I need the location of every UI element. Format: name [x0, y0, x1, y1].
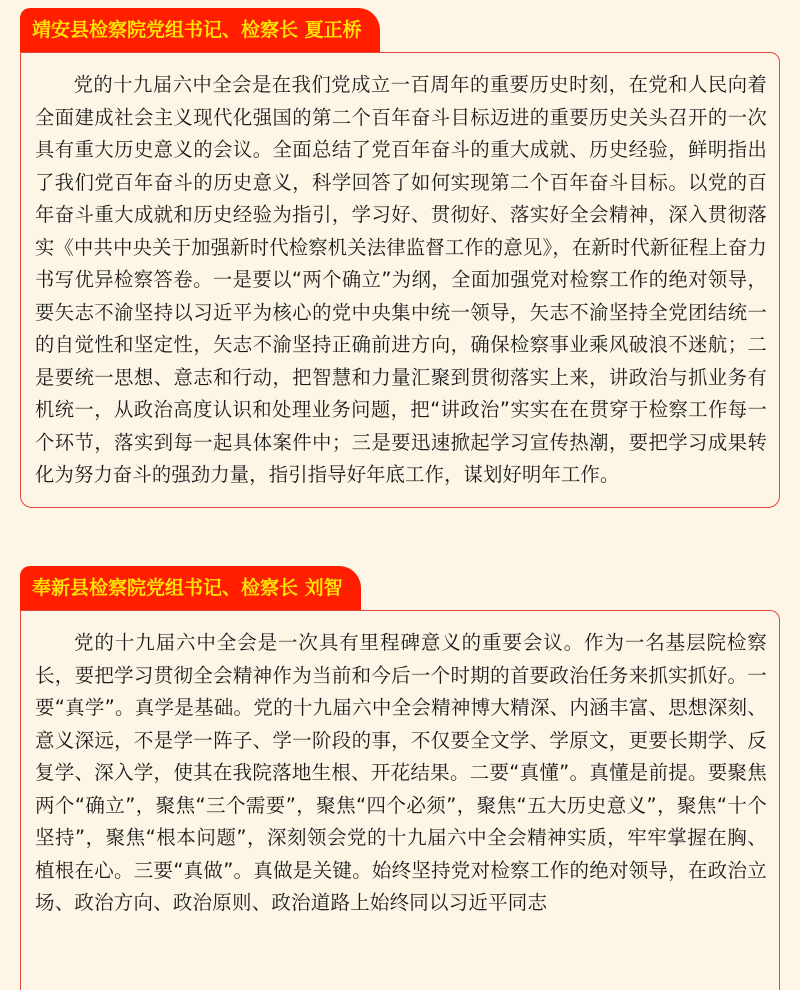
article-body-box: [20, 610, 780, 990]
article-paragraph: 党的十九届六中全会是一次具有里程碑意义的重要会议。作为一名基层院检察长，要把学习贯彻全会精神作为当前和今后一个时期的首要政治任务来抓实抓好。一要“真学”。真学是基础。党的十九届六中全会精神博大精深、内涵丰富、思想深刻、意义深远，不是学一阵子、学一阶段的事，不仅要全文学、学原文，更要长期学、反复学、深入学，使其在我院落地生根、开花结果。二要“真懂”。真懂是前提。要聚焦两个“确立”，聚焦“三个需要”，聚焦“四个必须”，聚焦“五大历史意义”，聚焦“十个坚持”，聚焦“根本问题”，深刻领会党的十九届六中全会精神实质，牢牢掌握在胸、植根在心。三要“真做”。真做是关键。始终坚持党对检察工作的绝对领导，在政治立场、政治方向、政治原则、政治道路上始终同以习近平同志: [35, 631, 767, 914]
article-body-box: [20, 52, 780, 508]
author-title-tag: 奉新县检察院党组书记、检察长 刘智: [20, 566, 361, 610]
article-paragraph: 党的十九届六中全会是在我们党成立一百周年的重要历史时刻，在党和人民向着全面建成社会主义现代化强国的第二个百年奋斗目标迈进的重要历史关头召开的一次具有重大历史意义的会议。全面总结了党百年奋斗的重大成就、历史经验，鲜明指出了我们党百年奋斗的历史意义，科学回答了如何实现第二个百年奋斗目标。以党的百年奋斗重大成就和历史经验为指引，学习好、贯彻好、落实好全会精神，深入贯彻落实《中共中央关于加强新时代检察机关法律监督工作的意见》，在新时代新征程上奋力书写优异检察答卷。一是要以“两个确立”为纲，全面加强党对检察工作的绝对领导，要矢志不渝坚持以习近平为核心的党中央集中统一领导，矢志不渝坚持全党团结统一的自觉性和坚定性，矢志不渝坚持正确前进方向，确保检察事业乘风破浪不迷航；二是要统一思想、意志和行动，把智慧和力量汇聚到贯彻落实上来，讲政治与抓业务有机统一，从政治高度认识和处理业务问题，把“讲政治”实实在在贯穿于检察工作每一个环节，落实到每一起具体案件中；三是要迅速掀起学习宣传热潮，要把学习成果转化为努力奋斗的强劲力量，指引指导好年底工作，谋划好明年工作。: [35, 73, 767, 486]
author-title-tag: 靖安县检察院党组书记、检察长 夏正桥: [20, 8, 380, 52]
